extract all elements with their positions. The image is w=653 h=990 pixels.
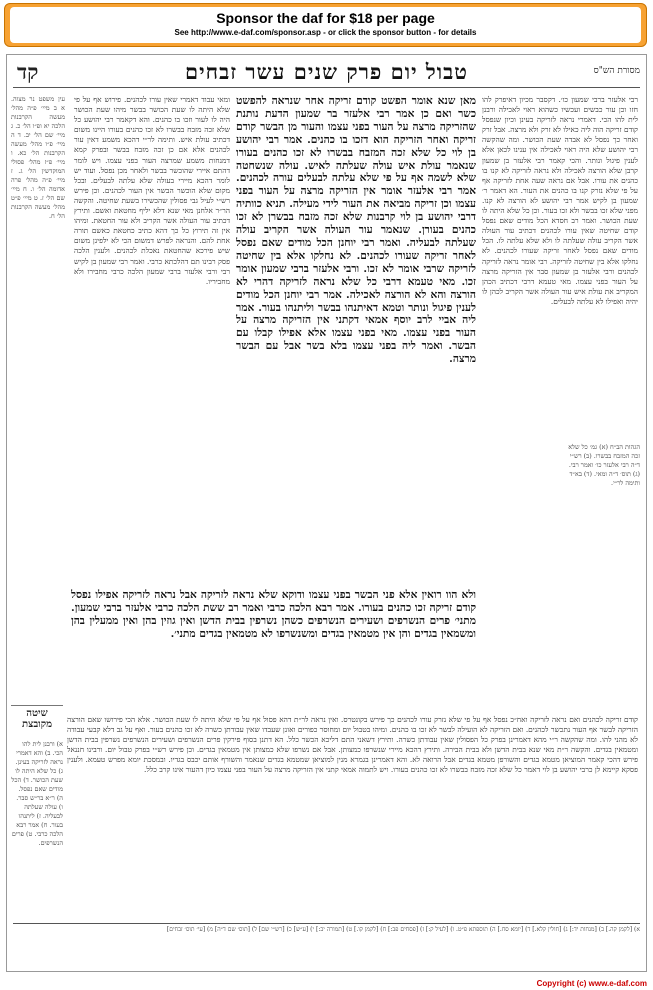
tosafot-commentary: ומאי עבוד דאמרי שאין עורו לכהנים. פירוש אף על פי שלא היתה לו שעת הכושר בבשר מיהו שעת הכושר היה לו לעור וזכו בו כהנים. והא דקאמר רבי יהושע כל שלא זכה מזבח בבשרו לא זכו כהנים בעורו היינו משום דכתיב עולת איש. ותימה לר״י דהכא משמע דאין עור לכהנים אלא אם כן זכה מזבח בבשר ובפרק קמא דמנחות משמע שמרצה העור בפני עצמו. ויש לומר דהתם איירי שהוכשר בבשר ולאחר מכן נפסל. ועוד יש לומר דהכא מיירי בעולה שלא עלתה לבעלים. ובכל מקום שלא הוכשר הבשר אין העור לכהנים. וכן פירש רש״י לעיל גבי פסולין שהכשירו בשעת שחיטה. והקשה הר״ר אלחנן מאי שנא דלא יליף מחטאת ואשם. ותירץ דכתיב עור העולה אשר הקריב ולא עור החטאת. ומיהו אין זה תירוץ כל כך דהא כתיב כחטאת כאשם תורה אחת להם. והנראה לפרש דמשום הכי לא ילפינן משום שיש פירכא שהחטאת נאכלת לכהנים. ולענין הלכה פסק רבינו תם דהלכתא כרבי. ואמר רבי שמעון בן לקיש רבי ורבי אלעזר ברבי שמעון הלכה כרבי מחבירו ולא מחביריו. <box>74 95 230 286</box>
sponsor-subtitle[interactable]: See http://www.e-daf.com/sponsor.asp - or click the sponsor button - for details <box>174 28 477 37</box>
page-number: קד <box>17 59 39 84</box>
copyright-link[interactable]: Copyright (c) www.e-daf.com <box>536 979 647 988</box>
header-divider <box>13 87 640 88</box>
shita-mekubetzet-title: שיטה מקובצת <box>11 705 63 738</box>
bottom-commentary: קודם זריקה לכהנים ואם נראה לזריקה ואח״כ נפסל אף על פי שלא נזרק עורו לכהנים כך פירש בקונטרס. ואין נראה לר״ת דהא פסול אף על פי שלא היתה לו שעת הכושר. אלא הכי פירושו שאם הורצה הזריקה לבשר אף העור נתכשר לכהנים. ואם הזריקה לא הועילה לבשר לא זכו בו כהנים. ומיהו בטבול יום ומחוסר כפורים ואונן שעבדו שאין עבודתן כשרה לא זכו כהנים בעור. ואף על גב דלא קבעי עבודה לא מהני להו. ומה שהקשה ר״י מהא דאמרינן בפרק כל הפסולין שאין עבודתן כשרה. ותירץ דשאני התם דליכא הכשר כלל. הא דתנן בסוף פירקין פרים הנשרפים ושעירים הנשרפים נשרפין בבית הדשן ומטמאין בגדים. והקשה ר״ת מאי שנא בבית הדשן ולא בבית הבירה. ותירץ דהכא מיירי שנשרפו כמצותן. אבל אם נשרפו שלא כמצותן אין מטמאין בגדים. וכן פירש רש״י בפרק טבול יום. ורבינו חננאל פירש דהכי קאמר המוציאן מטמא בגדים והשורפן מטמא בגדים אבל הרואה לא. והא דאמרינן בגמרא מנין למוציאן שמטמא בגדים שנאמר והשורף אותם יכבס בגדיו. ובמסכת יומא מפרש טעמא. ולענין פסקא קיימא לן כרבי יהושע בן לוי דאמר כל שלא זכה מזבח בבשרו לא זכו כהנים בעורו. ויש לתמוה אמאי קתני אין הזריקה מרצה על העור בפני עצמו כיון דהעור אינו קרב כלל. <box>67 715 638 775</box>
hagahot-notes: הגהות הב״ח (א) גמ׳ כל שלא זכה המזבח בבשרו. (ב) רש״י ד״ה רבי אלעזר כו׳ ואמר רבי. (ג) תוס׳ ד״ה ומאי. (ד) בא״ד ותימה לר״י. <box>568 443 640 487</box>
sponsor-banner-inner[interactable] <box>10 7 641 43</box>
shita-mekubetzet-text: א) ורבנן לית להו הכי. ב) והא דאמרי נראה לזריקה בעינן. ג) כל שלא היתה לו שעת הכושר. ד) הכל מודים שאם נפסל. ה) ר״א בר״ש סבר. ו) עולה שעלתה לבעליה. ז) ליתנהו בעור. ח) אמר רבא הלכה כרבי. ט) פרים הנשרפים. <box>11 740 63 847</box>
rashi-commentary: רבי אלעזר ברבי שמעון כו׳. דקסבר מכיון דאיפרק להו חזו וכן עור כבשים ועכשיו כשהוא ראוי לאכילה ורבנן לית להו הכי. דאמרי נראה לזריקה בעינן וכיון שנפסל קודם זריקה הוה ליה כאילו לא זרק ולא מרצה. אבל זרק ואחר כך נפסל לא אבדה שעת הכושר. ומה שהקשה רבי יהושע שלא היה ראוי לאכילה אין ענינו לכאן אלא לענין פיגול ונותר. והכי קאמר רבי אלעזר בן שמעון קרבן שלא הורצה לאכילה ולא נראה לזריקה לא קנו בו כהנים את עורו. אבל אם נראה שעה אחת לזריקה אף על פי שלא נזרק קנו בו כהנים את העור. הא דאמר ר׳ שמעון בן לקיש אמר רבי יהושע לא הורצה לא קנו. מפני שלא זכו בבשר ולא זכו בעור. וכן כל שלא היתה לו שעת הכושר. ואמר רב חסדא הכל מודים שאם נפסל קודם שחיטה שאין עורו לכהנים דכתיב עור העולה אשר הקריב עולה שעלתה לו ולא שלא עלתה לו. הכל מודים שאם נפסל לאחר זריקה שעורו לכהנים. לא נחלקו אלא בין שחיטה לזריקה. רבי אומר נראה לזריקה לכהנים ורבי אלעזר בן שמעון סבר אין הזריקה מרצה על העור בפני עצמו. מאי טעמא דרבי דכתיב הכהן המקריב את עולת איש עור העולה אשר הקריב לכהן לו יהיה ואפילו לא עלתה לבעלים. <box>482 95 638 306</box>
masoret-label: מסורת הש"ס <box>593 66 640 76</box>
gemara-text: מאן שנא אומר הפשט קודם זריקה אחר שנראה להפשט כשר ואם כן אמר רבי אלעזר בר שמעון הדעת נותנת שהזריקה מרצה על העור בפני עצמו והעור מן הבשר קודם זריקה ואחר הזריקה הוא דזכו בו כהנים. אמר רבי יהושע בן לוי כל שלא זכה המזבח בבשרו לא זכו כהנים בעורו שנאמר עולת איש עולה שעלתה לאיש. עולה שנשחטה שלא לשמה אף על פי שלא עלתה לבעלים עורה לכהנים. אמר רבי אלעזר אומר אין הזריקה מרצה על העור בפני עצמו וכן זריקה מביאה את העור לידי מעילה. תניא כוותיה דרבי יהושע בן לוי קרבנות שלא זכה מזבח בבשרן לא זכו כהנים בעורן. שנאמר עור העולה אשר הקריב עולה שעלתה לבעליה. ואמר רבי יוחנן הכל מודים שאם נפסל לאחר זריקה שעורו לכהנים. לא נחלקו אלא בין שחיטה לזריקה שרבי אומר לא זכו. ורבי אלעזר ברבי שמעון אומר זכו. מאי טעמא דרבי כל שלא נראה לזריקה דהרי לא הורצה והא לא הורצה לאכילה. אמר רבי יוחנן הכל מודים לענין פיגול ונותר וטמא דאיתנהו בבשר וליתנהו בעור. אמר ליה אביי לרב יוסף אמאי דקתני אין הזריקה מרצה על העור בפני עצמו. מאי בפני עצמו אלא אפילו קבלו עם הבשר. ואמר ליה בפני עצמו בלא בשר אבל עם הבשר מרצה. <box>236 95 476 366</box>
page-header <box>7 59 646 85</box>
page-title: טבול יום פרק שנים עשר זבחים <box>185 59 468 84</box>
talmud-page <box>6 54 647 972</box>
sponsor-banner[interactable] <box>4 3 647 47</box>
footnotes: א) [לקמן קה.] ב) [מנחות יד:] ג) [חולין קלא.] ד) [יומא סח.] ה) תוספתא פ״ט. ו) [לעיל ק:] ז) [פסחים פב:] ח) [לקמן קו.] ט) [תמורה יב:] י) [ע״ש] כ) [רש״י שם] ל) [תוס׳ שם ד״ה] מ) [עי׳ תוס׳ זבחים] <box>13 923 640 934</box>
sponsor-title[interactable]: Sponsor the daf for $18 per page <box>216 10 435 26</box>
ein-mishpat-column: עין משפט נר מצוה. א ב מיי׳ פ״ה מהל׳ מעשה הקרבנות הלכה יא ופ״ו הל׳ כ. ג מיי׳ שם הל׳ יב. ד ה מיי׳ פ״ו מהל׳ מעשה הקרבנות הל׳ כא. ו מיי׳ פ״ז מהל׳ פסולי המוקדשין הל׳ ג. ז מיי׳ פ״ה מהל׳ פרה אדומה הל׳ ו. ח מיי׳ שם הל׳ ז. ט מיי׳ פ״ט מהל׳ מעשה הקרבנות הל׳ ח. <box>11 95 65 220</box>
gemara-lower-text: ולא הוו רואין אלא פני הבשר בפני עצמו ודוקא שלא נראה לזריקה אבל נראה לזריקה אפילו נפסל קודם זריקה זכו כהנים בעורו. אמר רבא הלכה כרבי ואמר רב ששת הלכה כרבי אלעזר ברבי שמעון. מתני׳ פרים הנשרפים ושעירים הנשרפים כשהן נשרפין בבית הדשן ואין גוזין בהן ואין ממעלין בהן ומשמאין בגדים והן אין מטמאין בגדים ומשנשרפו לא מטמאין בגדים מתני׳. <box>71 589 476 640</box>
